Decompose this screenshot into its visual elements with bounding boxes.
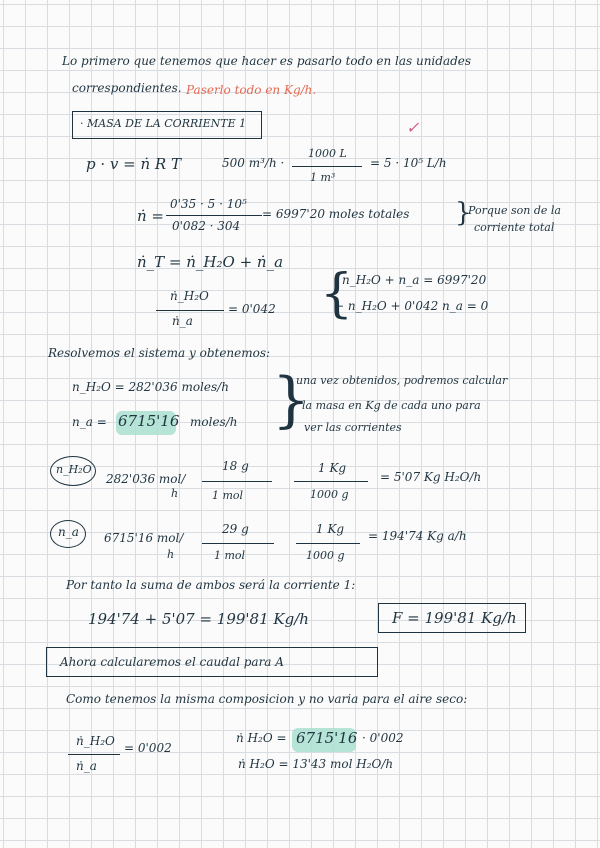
fraction-bar [166, 215, 262, 216]
solve-intro: Resolvemos el sistema y obtenemos: [48, 346, 271, 360]
total-flow-result: F = 199'81 Kg/h [392, 609, 517, 627]
ratio-numerator: ṅ_H₂O [170, 289, 209, 303]
part-a-air-moles: 6715'16 [296, 729, 358, 747]
air-kg-numerator: 1 Kg [316, 522, 345, 536]
solve-brace: } [272, 365, 311, 435]
fraction-bar [202, 543, 274, 544]
system-row-1: n_H₂O + n_a = 6997'20 [342, 273, 487, 287]
ratio-result: = 0'042 [228, 302, 276, 316]
moles-note-1: Porque son de la [468, 204, 561, 217]
fraction-bar [296, 543, 360, 544]
part-a-water-label: ṅ H₂O = [236, 731, 287, 745]
air-kg-denominator: 1000 g [306, 549, 345, 562]
system-row-2: − n_H₂O + 0'042 n_a = 0 [334, 299, 489, 313]
water-moles-result: n_H₂O = 282'036 moles/h [72, 380, 229, 394]
volume-result: = 5 · 10⁵ L/h [370, 156, 447, 170]
system-brace: { [320, 264, 354, 324]
air-moles-label: n_a = [72, 415, 107, 429]
intro-line-1: Lo primero que tenemos que hacer es pasarlo todo en las unidades [62, 54, 472, 68]
volume-flow: 500 m³/h · [222, 156, 285, 170]
fraction-bar [294, 481, 368, 482]
part-a-water-result: ṅ H₂O = 13'43 mol H₂O/h [238, 757, 394, 771]
water-molar-mass-numerator: 18 g [222, 459, 249, 473]
water-mass-result: = 5'07 Kg H₂O/h [380, 470, 482, 484]
air-moles: 6715'16 mol/ [104, 531, 184, 545]
air-moles-value: 6715'16 [118, 412, 180, 430]
ratio-denominator: ṅ_a [172, 314, 193, 328]
moles-note-2: corriente total [474, 221, 555, 234]
water-kg-denominator: 1000 g [310, 488, 349, 501]
part-a-ratio-numerator: ṅ_H₂O [76, 734, 115, 748]
water-moles-denominator: h [171, 487, 179, 500]
brace: } [455, 198, 472, 228]
solve-note-3: ver las corrientes [304, 421, 402, 434]
water-moles: 282'036 mol/ [106, 472, 186, 486]
solve-note-1: una vez obtenidos, podremos calcular [296, 374, 508, 387]
moles-denominator: 0'082 · 304 [172, 219, 241, 233]
conversion-numerator: 1000 L [308, 147, 347, 160]
fraction-bar [202, 481, 272, 482]
air-moles-denominator: h [167, 548, 175, 561]
conversion-denominator: 1 m³ [310, 171, 336, 184]
fraction-bar [292, 166, 362, 167]
ideal-gas-equation: p · v = ṅ R T [86, 155, 181, 173]
section-1-title: · MASA DE LA CORRIENTE 1 [80, 117, 247, 130]
fraction-bar [68, 754, 120, 755]
check-icon: ✓ [406, 118, 420, 137]
section-2-title: Ahora calcularemos el caudal para A [60, 655, 284, 669]
air-molar-mass-numerator: 29 g [222, 522, 249, 536]
air-label: n_a [58, 525, 79, 539]
part-a-ratio-denominator: ṅ_a [76, 759, 97, 773]
moles-lhs: ṅ = [137, 207, 164, 225]
moles-result: = 6997'20 moles totales [262, 207, 410, 221]
part-a-intro: Como tenemos la misma composicion y no varia para el aire seco: [66, 692, 468, 706]
fraction-bar [156, 310, 224, 311]
water-label: n_H₂O [56, 463, 92, 476]
water-molar-mass-denominator: 1 mol [212, 489, 244, 502]
water-kg-numerator: 1 Kg [318, 461, 347, 475]
intro-line-2: correspondientes. [72, 81, 182, 95]
sum-intro: Por tanto la suma de ambos será la corriente 1: [66, 578, 356, 592]
total-moles-equation: ṅ_T = ṅ_H₂O + ṅ_a [137, 253, 284, 271]
moles-numerator: 0'35 · 5 · 10⁵ [170, 197, 247, 211]
part-a-ratio-value: = 0'002 [124, 741, 172, 755]
intro-note: Paserlo todo en Kg/h. [186, 83, 317, 97]
air-mass-result: = 194'74 Kg a/h [368, 529, 467, 543]
solve-note-2: la masa en Kg de cada uno para [302, 399, 481, 412]
sum-equation: 194'74 + 5'07 = 199'81 Kg/h [88, 610, 309, 628]
air-molar-mass-denominator: 1 mol [214, 549, 246, 562]
air-moles-unit: moles/h [190, 415, 238, 429]
part-a-factor: · 0'002 [362, 731, 404, 745]
